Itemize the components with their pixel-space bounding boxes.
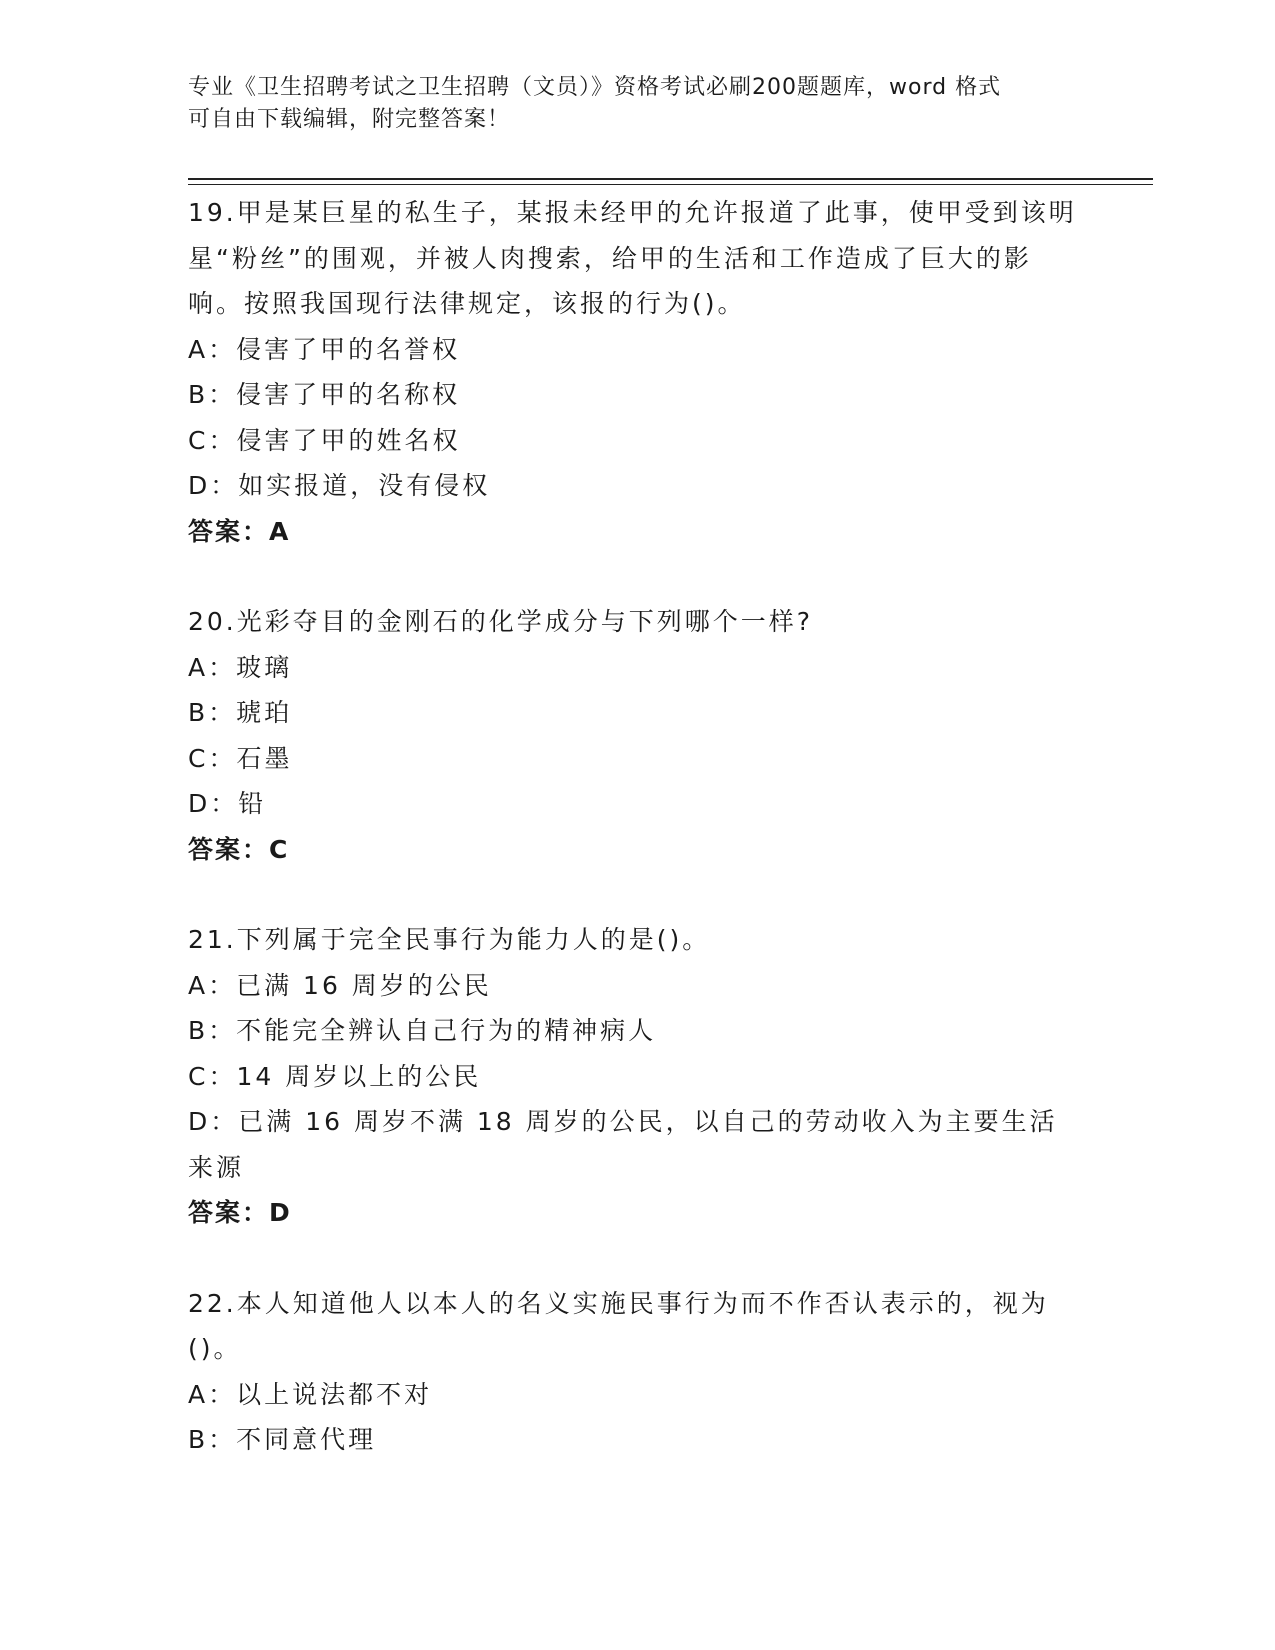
document-header — [188, 72, 1068, 136]
option-b: B：不能完全辨认自己行为的精神病人 — [188, 1016, 657, 1045]
option-b: B：不同意代理 — [188, 1425, 377, 1454]
question-21 — [188, 917, 1078, 1236]
option-a: A：已满 16 周岁的公民 — [188, 970, 492, 1000]
option-b: B：琥珀 — [188, 698, 293, 727]
question-text: 22.本人知道他人以本人的名义实施民事行为而不作否认表示的，视为()。 — [188, 1288, 1049, 1363]
option-a: A：侵害了甲的名誉权 — [188, 334, 461, 364]
option-d: D：如实报道，没有侵权 — [188, 471, 491, 500]
header-divider-thin — [188, 184, 1153, 185]
option-d: D：已满 16 周岁不满 18 周岁的公民，以自己的劳动收入为主要生活来源 — [188, 1107, 1058, 1182]
option-c: C：14 周岁以上的公民 — [188, 1061, 482, 1091]
question-list — [188, 190, 1078, 1463]
question-22 — [188, 1281, 1078, 1463]
option-c: C：侵害了甲的姓名权 — [188, 425, 461, 455]
question-text: 20.光彩夺目的金刚石的化学成分与下列哪个一样? — [188, 607, 814, 636]
answer-label: 答案：C — [188, 834, 290, 864]
answer-label: 答案：A — [188, 516, 291, 546]
question-text: 19.甲是某巨星的私生子，某报未经甲的允许报道了此事，使甲受到该明星“粉丝”的围观，并被人肉搜索，给甲的生活和工作造成了巨大的影响。按照我国现行法律规定，该报的行为()。 — [188, 198, 1077, 318]
question-19 — [188, 190, 1078, 554]
option-a: A：以上说法都不对 — [188, 1379, 433, 1409]
option-c: C：石墨 — [188, 743, 293, 773]
option-a: A：玻璃 — [188, 652, 293, 682]
option-d: D：铅 — [188, 789, 267, 818]
question-20 — [188, 599, 1078, 872]
header-divider-thick — [188, 178, 1153, 180]
option-b: B：侵害了甲的名称权 — [188, 380, 461, 409]
header-line-1: 专业《卫生招聘考试之卫生招聘（文员）》资格考试必刷200题题库，word 格式 — [188, 75, 1002, 100]
header-line-2: 可自由下载编辑，附完整答案！ — [188, 107, 511, 132]
question-text: 21.下列属于完全民事行为能力人的是()。 — [188, 925, 711, 954]
answer-label: 答案：D — [188, 1198, 292, 1227]
